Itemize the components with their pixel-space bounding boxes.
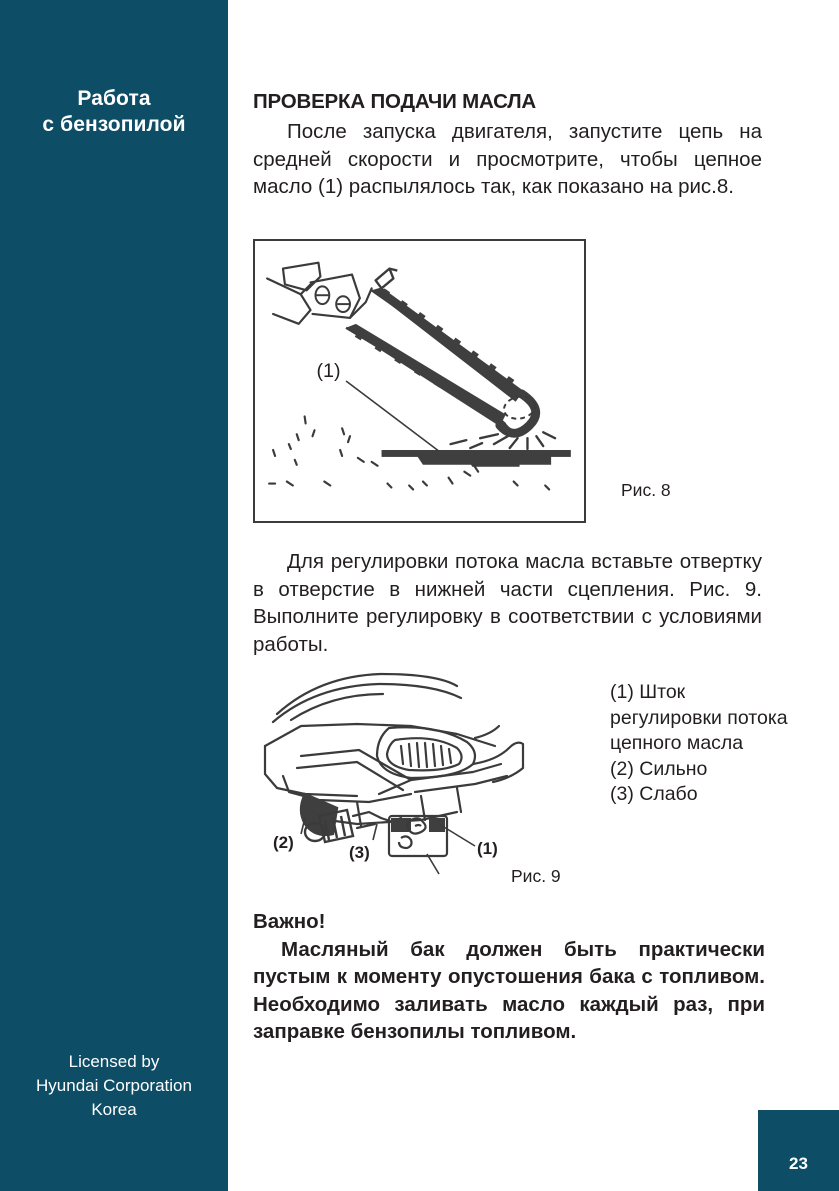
important-label: Важно!: [253, 910, 326, 933]
legend-line-1: (1) Шток: [610, 681, 686, 703]
sidebar-title-line-1: Работа: [77, 87, 151, 110]
page-title: ПРОВЕРКА ПОДАЧИ МАСЛА: [253, 90, 536, 113]
figure-8-illustration: [253, 239, 586, 523]
figure-8-caption: Рис. 8: [621, 480, 671, 500]
sidebar-license-notice: [0, 1050, 228, 1122]
important-note: [253, 908, 765, 1046]
adjustment-paragraph-text: Для регулировки потока масла вставьте отвертку в отверстие в нижней части сцепления. Рис. 9. Выполните регулировку в соответствии с условиями работы.: [253, 550, 762, 656]
important-body-text: Масляный бак должен быть практически пустым к моменту опустошения бака с топливом. Необходимо заливать масло каждый раз, при заправке бензопилы топливом.: [253, 937, 765, 1043]
sidebar: [0, 0, 228, 1191]
figure-9-callout-2-label: (2): [273, 833, 294, 852]
sidebar-title-line-2: с бензопилой: [42, 113, 186, 136]
figure-9-caption: Рис. 9: [511, 866, 561, 886]
page-content: [253, 0, 788, 1191]
figure-9-callout-1-label: (1): [477, 839, 498, 858]
legend-line-3: цепного масла: [610, 732, 744, 754]
intro-paragraph-text: После запуска двигателя, запустите цепь на средней скорости и просмотрите, чтобы цепное масло (1) распылялось так, как показано на рис.8.: [253, 120, 762, 198]
legend-line-5: (3) Слабо: [610, 783, 698, 805]
figure-9-illustration: [261, 668, 541, 876]
page-number-badge: [758, 1110, 839, 1191]
license-line-2: Hyundai Corporation: [36, 1076, 192, 1095]
sidebar-chapter-title: [0, 86, 228, 138]
figure-8-callout-1-label: (1): [316, 360, 341, 383]
legend-line-2: регулировки потока: [610, 706, 788, 729]
figure-9-callout-3-label: (3): [349, 843, 370, 862]
adjustment-paragraph: [253, 548, 762, 658]
license-line-1: Licensed by: [68, 1052, 160, 1071]
important-body: [253, 936, 765, 1046]
page-number-value: 23: [789, 1153, 808, 1173]
figure-9-legend: [610, 680, 810, 808]
license-line-3: Korea: [91, 1100, 137, 1119]
intro-paragraph: [253, 118, 762, 201]
legend-line-4: (2) Сильно: [610, 757, 708, 780]
